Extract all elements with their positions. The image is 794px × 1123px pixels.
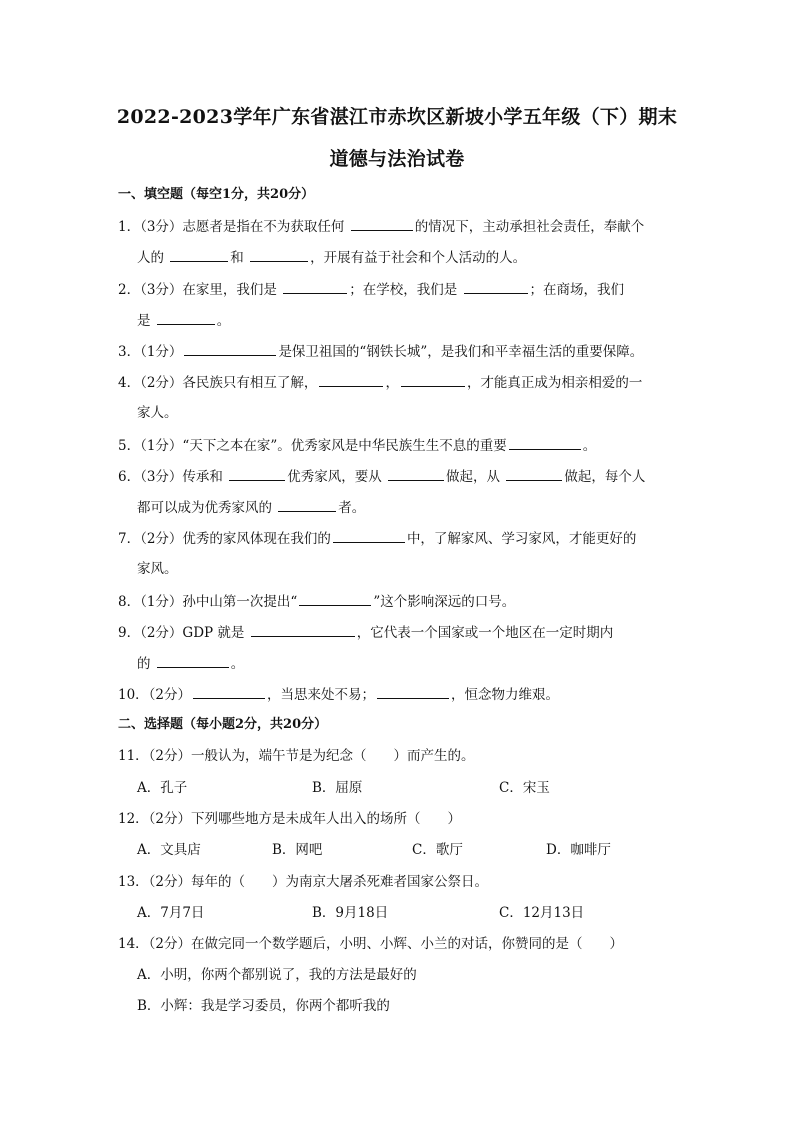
- answer-blank[interactable]: [229, 466, 285, 481]
- question-6-line1: [118, 466, 678, 487]
- question-7-line1: [118, 528, 678, 549]
- answer-blank[interactable]: [333, 528, 405, 543]
- question-text: 10．（2分）: [118, 687, 192, 703]
- question-text: 。: [216, 313, 231, 329]
- question-text: 9．（2分）GDP 就是: [118, 625, 249, 641]
- question-11-option-a[interactable]: A．孔子: [137, 780, 188, 796]
- answer-blank[interactable]: [299, 591, 371, 606]
- question-text: 家人。: [137, 405, 178, 421]
- question-13-option-b[interactable]: B．9月18日: [312, 905, 389, 921]
- question-5: [118, 435, 678, 456]
- answer-blank[interactable]: [278, 497, 336, 512]
- question-text: 者。: [338, 500, 366, 516]
- question-14-option-b[interactable]: B．小辉：我是学习委员，你两个都听我的: [137, 998, 390, 1014]
- question-text: 人的: [137, 250, 169, 266]
- answer-blank[interactable]: [509, 435, 581, 450]
- question-8: [118, 591, 678, 612]
- answer-blank[interactable]: [401, 372, 465, 387]
- answer-blank[interactable]: [464, 279, 528, 294]
- question-text: 6．（3分）传承和: [118, 469, 228, 485]
- answer-blank[interactable]: [319, 372, 383, 387]
- question-text: ，恒念物力维艰。: [451, 687, 560, 703]
- question-13-option-a[interactable]: A．7月7日: [137, 905, 205, 921]
- question-2-line1: [118, 279, 678, 300]
- question-text: 2．（3分）在家里，我们是: [118, 282, 282, 298]
- question-4-line2: [137, 403, 697, 423]
- question-text: ，: [385, 375, 399, 391]
- question-12-option-b[interactable]: B．网吧: [272, 842, 323, 858]
- question-13-option-c[interactable]: C．12月13日: [499, 905, 585, 921]
- question-text: ，才能真正成为相亲相爱的一: [466, 375, 643, 391]
- question-4-line1: [118, 372, 678, 393]
- question-text: 做起，从: [446, 469, 505, 485]
- question-2-line2: [137, 310, 697, 331]
- question-text: 做起，每个人: [564, 469, 646, 485]
- question-text: 是: [137, 313, 155, 329]
- question-text: 是保卫祖国的“钢铁长城”，是我们和平幸福生活的重要保障。: [278, 344, 644, 360]
- question-1-line2: [137, 247, 697, 268]
- question-14-stem: 14．（2分）在做完同一个数学题后，小明、小辉、小兰的对话，你赞同的是（ ）: [118, 936, 624, 952]
- question-text: ，它代表一个国家或一个地区在一定时期内: [356, 625, 614, 641]
- question-text: 7．（2分）优秀的家风体现在我们的: [118, 531, 331, 547]
- question-text: ，当思来处不易；: [267, 687, 376, 703]
- question-text: 8．（1分）孙中山第一次提出“: [118, 594, 298, 610]
- question-text: ，开展有益于社会和个人活动的人。: [310, 250, 527, 266]
- answer-blank[interactable]: [157, 310, 215, 325]
- answer-blank[interactable]: [250, 247, 308, 262]
- answer-blank[interactable]: [351, 216, 413, 231]
- answer-blank[interactable]: [193, 684, 265, 699]
- question-11-option-c[interactable]: C．宋玉: [499, 780, 550, 796]
- question-text: 的: [137, 656, 155, 672]
- question-13-stem: 13．（2分）每年的（ ）为南京大屠杀死难者国家公祭日。: [118, 874, 489, 890]
- question-7-line2: [137, 559, 697, 579]
- question-1-line1: [118, 216, 678, 237]
- question-text: 4．（2分）各民族只有相互了解，: [118, 375, 318, 391]
- question-3: [118, 341, 678, 362]
- question-11-stem: 11．（2分）一般认为，端午节是为纪念（ ）而产生的。: [118, 748, 475, 764]
- question-9-line2: [137, 653, 697, 674]
- question-text: ；在学校，我们是: [349, 282, 462, 298]
- answer-blank[interactable]: [283, 279, 347, 294]
- question-text: 家风。: [137, 561, 178, 577]
- question-11-option-b[interactable]: B．屈原: [312, 780, 363, 796]
- answer-blank[interactable]: [506, 466, 562, 481]
- question-text: 1．（3分）志愿者是指在不为获取任何: [118, 219, 349, 235]
- question-14-option-a[interactable]: A．小明，你两个都别说了，我的方法是最好的: [137, 967, 417, 983]
- question-12-option-a[interactable]: A．文具店: [137, 842, 201, 858]
- question-6-line2: [137, 497, 697, 518]
- question-text: 中，了解家风、学习家风，才能更好的: [406, 531, 637, 547]
- question-text: 和: [230, 250, 249, 266]
- answer-blank[interactable]: [170, 247, 228, 262]
- question-10: [118, 684, 678, 705]
- question-text: 。: [230, 656, 245, 672]
- answer-blank[interactable]: [377, 684, 449, 699]
- question-12-option-d[interactable]: D．咖啡厅: [546, 842, 611, 858]
- section-heading-fill-blank: 一、填空题（每空1分，共20分）: [118, 187, 315, 202]
- question-9-line1: [118, 622, 678, 643]
- exam-title-line2: 道德与法治试卷: [329, 148, 465, 170]
- exam-title-line1: 2022-2023学年广东省湛江市赤坎区新坡小学五年级（下）期末: [116, 106, 678, 128]
- question-12-stem: 12．（2分）下列哪些地方是未成年人出入的场所（ ）: [118, 811, 462, 827]
- question-text: 都可以成为优秀家风的: [137, 500, 277, 516]
- question-text: ；在商场，我们: [529, 282, 625, 298]
- answer-blank[interactable]: [251, 622, 355, 637]
- answer-blank[interactable]: [157, 653, 229, 668]
- question-12-option-c[interactable]: C．歌厅: [412, 842, 463, 858]
- question-text: 3．（1分）: [118, 344, 183, 360]
- section-heading-multiple-choice: 二、选择题（每小题2分，共20分）: [118, 717, 328, 732]
- question-text: 。: [582, 438, 597, 454]
- answer-blank[interactable]: [184, 341, 276, 356]
- question-text: 5．（1分）“天下之本在家”。优秀家风是中华民族生生不息的重要: [118, 438, 507, 454]
- question-text: 优秀家风，要从: [287, 469, 387, 485]
- question-text: 的情况下，主动承担社会责任，奉献个: [414, 219, 645, 235]
- answer-blank[interactable]: [388, 466, 444, 481]
- question-text: ”这个影响深远的口号。: [373, 594, 516, 610]
